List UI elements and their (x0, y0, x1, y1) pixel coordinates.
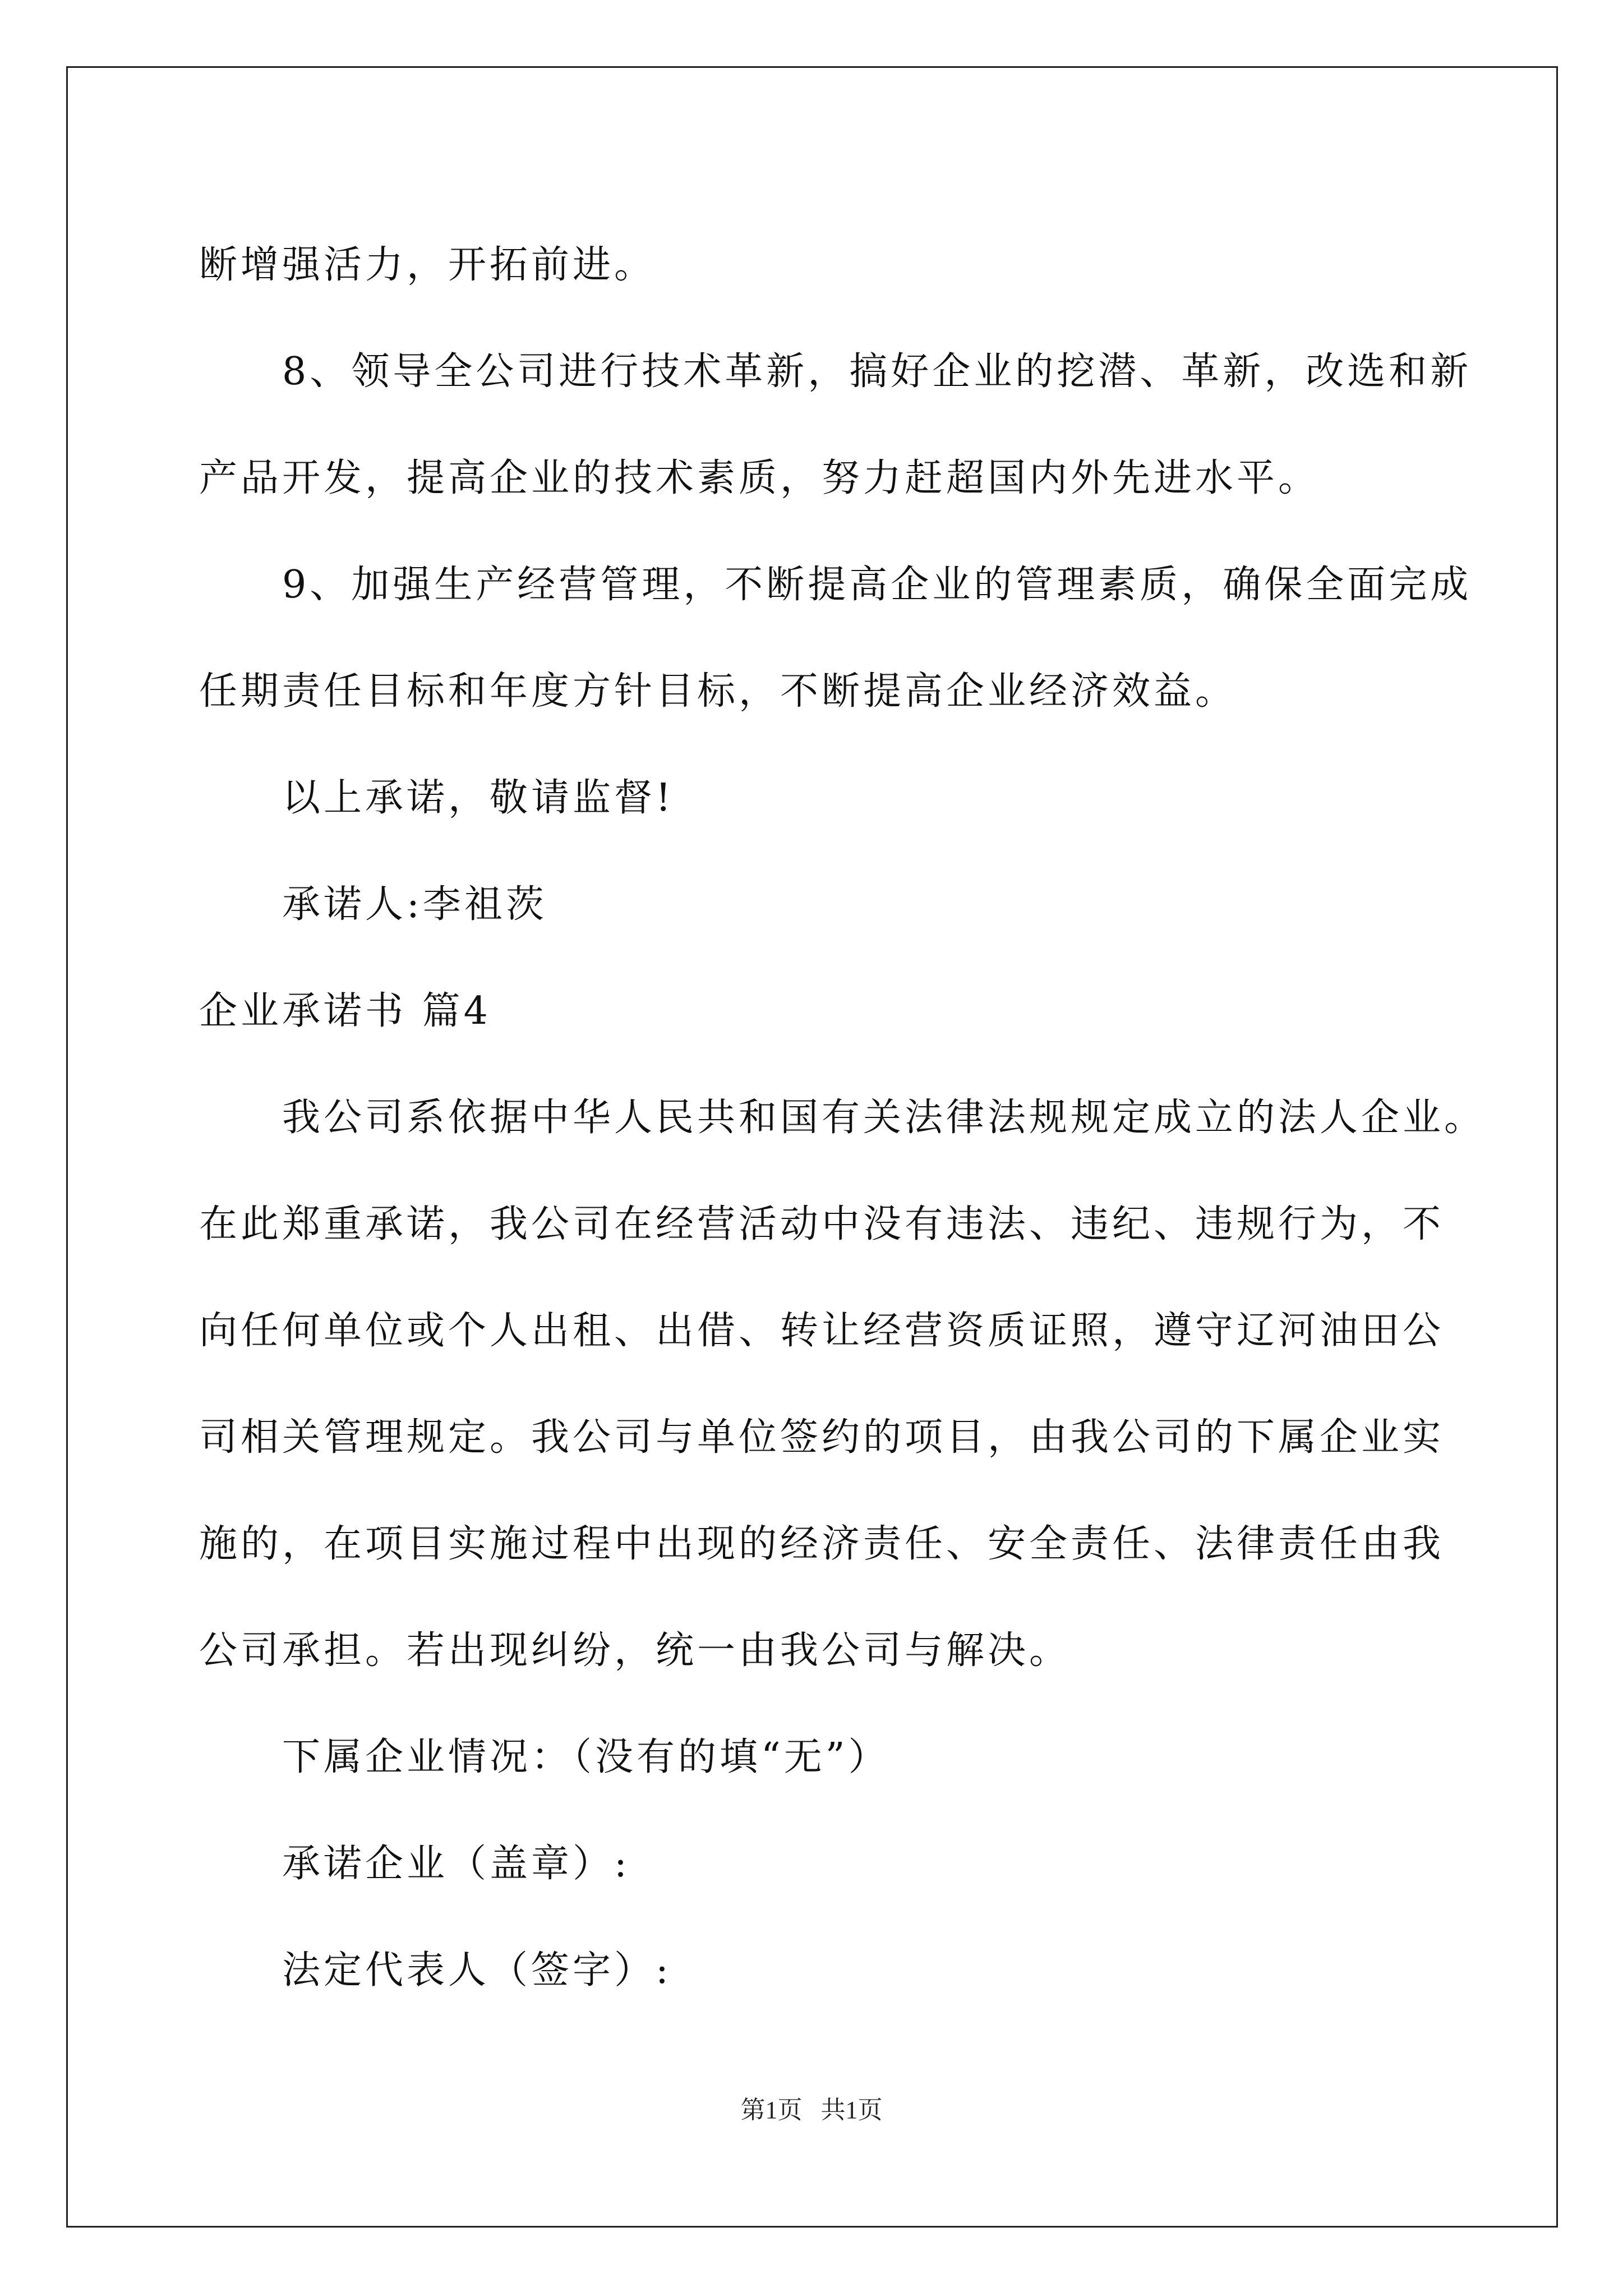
page-number-footer: 第1页 共1页 (740, 2096, 883, 2124)
text-line: 9、加强生产经营管理，不断提高企业的管理素质，确保全面完成 (282, 563, 1472, 607)
text-line: 公司承担。若出现纠纷，统一由我公司与解决。 (199, 1628, 1071, 1673)
text-line: 向任何单位或个人出租、出借、转让经营资质证照，遵守辽河油田公 (199, 1309, 1445, 1353)
text-line: 断增强活力，开拓前进。 (199, 243, 656, 287)
signatory-line: 承诺人:李祖茨 (282, 882, 547, 927)
text-line: 产品开发，提高企业的技术素质，努力赶超国内外先进水平。 (199, 456, 1320, 500)
text-line: 司相关管理规定。我公司与单位签约的项目，由我公司的下属企业实 (199, 1415, 1445, 1460)
text-line: 在此郑重承诺，我公司在经营活动中没有违法、违纪、违规行为，不 (199, 1202, 1445, 1246)
text-line: 下属企业情况：（没有的填“无”） (282, 1735, 890, 1779)
seal-line: 承诺企业（盖章）: (282, 1842, 630, 1886)
text-line: 任期责任目标和年度方针目标，不断提高企业经济效益。 (199, 669, 1237, 714)
signature-line: 法定代表人（签字）: (282, 1948, 672, 1993)
section-heading: 企业承诺书 篇4 (199, 989, 491, 1033)
document-body (199, 212, 1486, 2024)
text-line: 施的，在项目实施过程中出现的经济责任、安全责任、法律责任由我 (199, 1522, 1445, 1566)
text-line: 以上承诺，敬请监督! (282, 776, 675, 820)
text-line: 8、领导全公司进行技术革新，搞好企业的挖潜、革新，改选和新 (282, 349, 1472, 394)
text-line: 我公司系依据中华人民共和国有关法律法规规定成立的法人企业。 (282, 1096, 1486, 1140)
